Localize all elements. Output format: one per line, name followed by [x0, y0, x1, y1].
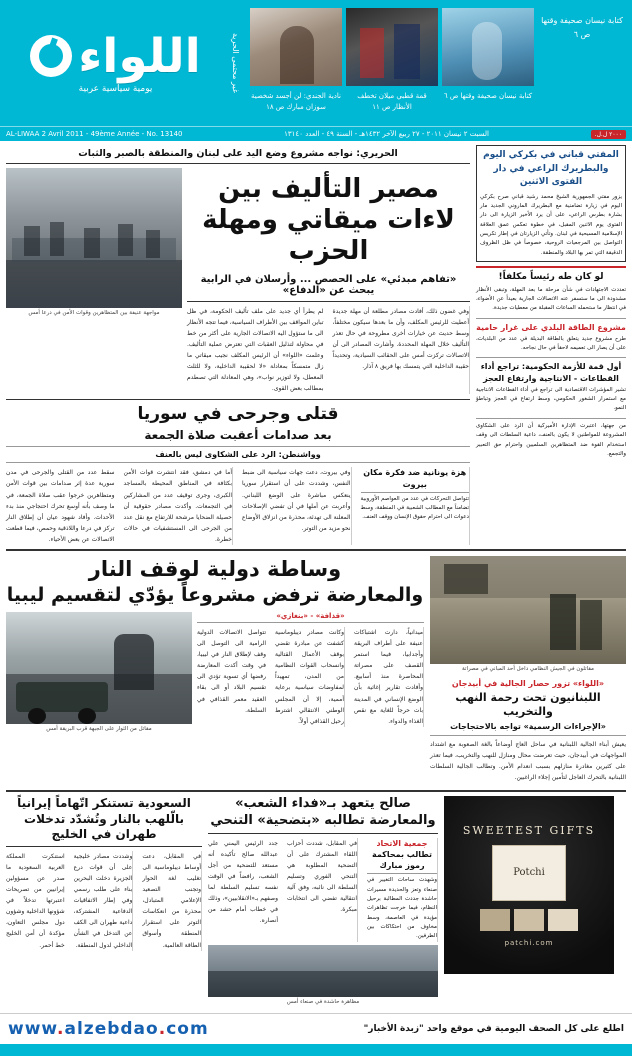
libya-columns — [197, 623, 424, 727]
libya-column-text: وكانت مصادر ديبلوماسية كشفت عن مبادرة تقضي بوقف الأعمال القتالية وانسحاب القوات النظامية من المدن، تمهيداً لمفاوضات سياسية برعاية أممية، إلا أن المجلس الوطني الانتقالي اشترط رحيل القذافي أولاً. — [271, 627, 345, 727]
saudi-column-text: وشددت مصادر خليجية على أن قوات درع الجزيرة دخلت البحرين بناء على طلب رسمي وفي إطار الاتفاقيات الدفاعية المشتركة، داعية طهران الى الكف عن التدخل في الشأن الداخلي لدول المنطقة. — [70, 851, 134, 951]
libya-kicker: «قذافة» - «بنغازي» — [197, 612, 424, 623]
sidebar-c-title: أول قمة للأزمة الحكومية: تراجع أداء القطاعات - الانتاجية وارتفاع العجز — [480, 362, 622, 383]
teaser-caption: نادية الجندي: لن أجسد شخصية سوزان مبارك ص ١٨ — [251, 92, 341, 111]
syria-headline: قتلى وجرحى في سوريا — [137, 404, 339, 425]
sidebar-b-body: طرح مشروع جديد يتعلق بالطاقة البديلة في عدد من البلديات، على أن يصار الى تعميمه لاحقاً في حال نجاحه. — [476, 335, 626, 352]
masthead-datebar — [0, 126, 632, 141]
lead-main — [6, 145, 470, 545]
teaser-photo — [250, 8, 342, 86]
libya-headline-2: والمعارضة ترفض مشروعاً يؤدّي لتقسيم ليبيا — [6, 584, 424, 607]
union-box-body: وشهدت ساحات التغيير في صنعاء وتعز والحديدة مسيرات حاشدة جددت المطالبة برحيل النظام، فيما خرجت تظاهرات مؤيدة في العاصمة، وسط مخاوف من احتكاكات بين الطرفين. — [367, 877, 437, 940]
lead-sidebar — [476, 145, 626, 545]
saudi-headline-2: بالّلهب بالنار وتُشدّد تدخلات طهران في الخليج — [6, 812, 202, 847]
footer-url-tld: com — [166, 1019, 209, 1040]
libya-photo-block — [6, 612, 192, 736]
saudi-block — [6, 796, 202, 1008]
syria-sidebar-a — [357, 467, 471, 545]
footer-url-www: www — [8, 1019, 58, 1040]
diaspora-kicker: «اللواء» تزور حصار الجالية في أبيدجان — [451, 678, 605, 688]
advert-brand: Potchi — [513, 867, 545, 879]
libya-main — [6, 556, 424, 783]
lead-photo — [6, 168, 182, 308]
teaser-photo — [442, 8, 534, 86]
sidebar-b — [476, 318, 626, 354]
lead-headline: مصير التأليف بين لاءات ميقاتي ومهلة الحزب — [202, 174, 455, 267]
lead-photo-block — [6, 168, 182, 394]
diaspora-headline: اللبنانيون تحت رحمة النهب والتخريب — [455, 690, 601, 719]
saudi-columns — [6, 847, 202, 951]
lead-section — [0, 141, 632, 545]
teaser-item[interactable] — [442, 8, 534, 104]
diaspora-body: يعيش أبناء الجالية اللبنانية في ساحل العاج أوضاعاً بالغة الصعوبة مع اشتداد المواجهات في أبيدجان، حيث تعرضت محال ومنازل للنهب والتخريب، فيما تعذر على كثيرين مغادرة منازلهم بسبب انعدام الأمن. وتطالب الجالية السلطات اللبنانية بالتحرك العاجل لتأمين إجلاء الراغبين. — [430, 740, 626, 781]
mufti-box — [476, 145, 626, 262]
sidebar-c — [476, 357, 626, 413]
mufti-title: المفتي قباني في بكركي اليوم والبطريرك الراعي في دار الفتوى الاثنين — [483, 150, 619, 187]
syria-sidebar-a-title: هزة يونانية ضد فكرة مكان بيروت — [361, 467, 470, 492]
yemen-column-text: جدد الرئيس اليمني علي عبدالله صالح تأكيده أنه مستعد للتضحية من أجل الشعب، رافضاً في الوقت نفسه تسليم السلطة لما وصفهم بـ«الانقلابيين»، وذلك في خطاب أمام حشد من أنصاره. — [208, 839, 278, 925]
advert-url: patchi.com — [504, 938, 554, 947]
note-box — [476, 266, 626, 314]
note-body: تعددت الاجتهادات في شأن مرحلة ما بعد المهلة، وتبقى الأنظار مشدودة الى ما ستسفر عنه الاتصالات الجارية بعيداً عن الأضواء، في انتظار ما ستحمله الساعات المقبلة من معطيات جديدة. — [476, 286, 626, 312]
libya-column-text: تتواصل الاتصالات الدولية الرامية الى التوصل الى وقف لإطلاق النار في ليبيا، في وقت أكدت المعارضة رفضها أي تسوية تؤدي الى تقسيم البلاد أو الى بقاء العقيد معمر القذافي في السلطة. — [197, 628, 266, 714]
lead-photo-caption: مواجهة عنيفة بين المتظاهرين وقوات الأمن في درعا أمس — [28, 310, 160, 316]
syria-section — [6, 399, 470, 545]
advert[interactable] — [444, 796, 614, 974]
libya-headline-1: وساطة دولية لوقف النار — [88, 557, 342, 581]
teaser-item[interactable] — [250, 8, 342, 114]
union-box-title-1: جمعية الاتحاد — [376, 838, 428, 848]
advert-block[interactable] — [444, 796, 614, 1008]
lead-column-text: لم يطرأ أي جديد على ملف تأليف الحكومة، في ظل تباين المواقف بين الأطراف السياسية، فيما تتجه الأنظار الى ما ستؤول اليه الاتصالات الجارية على أكثر من خط في محاولة لتذليل العقبات التي تعترض عملية التأليف. وعلمت «اللواء» أن الرئيس المكلف نجيب ميقاتي ما زال متمسكاً بمعادلة «لا لحقيبة الداخلية، ولا للثلث المعطل، ولا لتوزير نواب»، وهي المعادلة التي تصطدم بمطالب بعض القوى. — [187, 307, 324, 393]
libya-photo-right-caption: مقاتلون في الجيش النظامي داخل أحد المباني في مصراتة — [461, 666, 594, 672]
libya-text-block — [197, 612, 424, 736]
libya-section — [0, 551, 632, 788]
note-title: لو كان طه رئيساً مكلفاً! — [498, 271, 604, 282]
masthead-teasers — [244, 0, 632, 126]
teaser-caption: كتابة نيسان صحيفة وقتها ص ٦ — [443, 92, 533, 100]
footer-color-bar — [0, 1044, 632, 1056]
lead-headline-block — [187, 168, 470, 394]
syria-washington-line: وواشنطن: الرد على الشكاوى ليس بالعنف — [6, 446, 470, 463]
teaser-item[interactable] — [346, 8, 438, 114]
yemen-headline-1: صالح يتعهد بـ«فداء الشعب» — [235, 796, 411, 812]
syria-sidebar-a-body: تتواصل التحركات في عدد من العواصم الأوروبية تضامناً مع المطالب الشعبية في المنطقة، وسط دعوات الى احترام حقوق الإنسان ووقف العنف. — [360, 495, 469, 521]
sidebar-b-title: مشروع الطاقة البلدي على غرار حامية — [476, 322, 626, 332]
saudi-headline-1: السعودية تستنكر اتّهاماً إيرانياً — [17, 796, 191, 811]
teaser-photo — [346, 8, 438, 86]
yemen-photo — [208, 945, 438, 997]
footer — [0, 1013, 632, 1044]
libya-photo-right — [430, 556, 626, 664]
yemen-block — [208, 796, 438, 1008]
libya-photo-left — [6, 612, 192, 724]
saudi-column-text: في المقابل، دعت أوساط ديبلوماسية الى تغليب لغة الحوار وتجنب التصعيد الإعلامي المتبادل، محذرة من انعكاسات التوتر على استقرار المنطقة وأسواق الطاقة العالمية. — [138, 851, 202, 951]
teaser-caption: قمة قطبي ميلان تخطف الأنظار ص ١١ — [357, 92, 427, 111]
sidebar-c-body: تشير المؤشرات الاقتصادية الى تراجع في أداء القطاعات الانتاجية مع استمرار الشغور الحكومي، وسط ارتفاع في العجز وتباطؤ النمو. — [476, 386, 626, 412]
libya-column-text: ميدانياً، دارت اشتباكات عنيفة على أطراف البريقة وأجدابيا، فيما استمر القصف على مصراتة المحاصرة منذ أسابيع. وأفادت تقارير إغاثية بأن الوضع الإنساني في المدينة بات حرجاً للغاية مع نقص الغذاء والدواء. — [350, 627, 424, 727]
footer-url[interactable]: www.alzebdao.com — [8, 1019, 209, 1040]
lead-column-text: وفي غضون ذلك، أفادت مصادر مطلعة أن مهلة جديدة أعطيت للرئيس المكلف، وأن ما بعدها سيكون مختلفاً، وسط حديث عن خيارات أخرى مطروحة في حال تعذر التأليف خلال المهلة المحددة. وأشارت المصادر الى أن الاتصالات تركزت أمس على الحقائب السيادية، وتحديداً حقيبة الداخلية التي يتمسك بها فريق ٨ آذار. — [329, 306, 471, 395]
footer-tagline: اطلع على كل الصحف اليومية في موقع واحد "زبدة الأخبار" — [363, 1024, 624, 1035]
syria-column-text: أما في دمشق، فقد انتشرت قوات الأمن بكثافة في المناطق المحيطة بالمساجد الكبرى، وجرى توقيف عدد من المشاركين في التجمعات. وأكدت مصادر حقوقية أن حصيلة الضحايا مرشحة للارتفاع مع نقل عدد من الجرحى الى المستشفيات في حالات خطرة. — [120, 467, 234, 545]
syria-subhead: بعد صدامات أعقبت صلاة الجمعة — [144, 427, 332, 442]
diaspora-subhead: «الإجراءات الرسمية» تواجه بالاحتجاجات — [430, 721, 626, 735]
bottom-section — [0, 792, 632, 1013]
sidebar-d-body: من جهتها، اعتبرت الإدارة الأميركية أن الرد على الشكاوى المشروعة للمواطنين لا يكون بالعنف، داعية السلطات الى وقف استخدام القوة ضد المتظاهرين السلميين واحترام حق التعبير والتجمع. — [476, 422, 626, 457]
yemen-photo-caption: مظاهرة حاشدة في صنعاء أمس — [286, 998, 360, 1005]
advert-title: SWEETEST GIFTS — [462, 823, 596, 837]
masthead — [0, 0, 632, 126]
date-arabic: السبت ٢ نيسان ٢٠١١ - ٢٧ ربيع الآخر ١٤٣٢هـ - السنة ٤٩ - العدد ١٣١٤٠ — [284, 130, 490, 138]
yemen-column-text: في المقابل، شددت أحزاب اللقاء المشترك على أن التضحية المطلوبة هي التنحي الفوري وتسليم السلطة الى نائبه، وفق آلية انتقالية تفضي الى انتخابات مبكرة. — [283, 838, 358, 942]
syria-column-text: وفي بيروت، دعت جهات سياسية الى ضبط النفس، وشددت على أن استقرار سوريا ينعكس مباشرة على الوضع اللبناني. وأعربت عن أملها في أن تفضي الإصلاحات المعلنة الى تهدئة، محذرة من انزلاق الأوضاع نحو مزيد من التوتر. — [238, 467, 352, 545]
advert-product — [492, 845, 566, 901]
teaser-text: كتابة نيسان صحيفة وقتها ص ٦ — [541, 16, 623, 39]
yemen-headline-2: والمعارضة تطالبه «بتضحية» التنحي — [208, 813, 438, 834]
union-box-title-2: تطالب بمحاكمة رموز مبارك — [367, 849, 437, 874]
price-badge: ٢٠٠٠ ل.ل. — [591, 130, 626, 139]
mufti-body: يزور مفتي الجمهورية الشيخ محمد رشيد قباني صرح بكركي اليوم في زيارة تضامنية مع البطريرك الماروني الجديد مار بشارة بطرس الراعي، على أن يرد الأخير الزيارة الى دار الفتوى يوم الاثنين المقبل، في خطوة تعكس عمق العلاقة الإسلامية المسيحية في لبنان. وتأتي الزيارتان في إطار تكريس التواصل بين المرجعيات الروحية، خصوصاً في ظل الظروف الدقيقة التي تمر بها البلاد والمنطقة. — [480, 193, 622, 256]
paper-name: اللواء — [78, 28, 201, 84]
sidebar-d — [476, 418, 626, 459]
masthead-side-note: غير محتمى الحرية — [231, 32, 240, 93]
syria-columns — [6, 463, 470, 545]
saudi-column-text: استنكرت المملكة العربية السعودية ما صدر عن مسؤولين إيرانيين من تصريحات اعتبرتها تدخلاً في شؤونها الداخلية وشؤون دول مجلس التعاون، مؤكدة أن أمن الخليج خط أحمر. — [6, 852, 65, 949]
footer-url-main: alzebdao — [64, 1019, 159, 1040]
syria-column-text: سقط عدد من القتلى والجرحى في مدن سورية عدة إثر صدامات بين قوات الأمن ومتظاهرين خرجوا عقب صلاة الجمعة، في ما وصف بأنه أوسع تحرك احتجاجي منذ بدء الأحداث. وأفاد شهود عيان أن إطلاق النار تركز في درعا واللاذقية وحمص، فيما قطعت الاتصالات عن بعض الأحياء. — [6, 469, 115, 543]
lead-topline: الحريري: نواجه مشروع وضع اليد على لبنان والمنطقة بالصبر والثبات — [6, 145, 470, 164]
lead-subhead: «تفاهم مبدئي» على الحصص ... وأرسلان في الرابية يبحث عن «الدفاع» — [187, 272, 470, 302]
logo-zone — [0, 0, 231, 126]
yemen-sidebox — [363, 838, 438, 942]
paper-tagline: يومية سياسية عربية — [78, 83, 153, 94]
lead-columns — [187, 302, 470, 395]
logo-mark-icon — [30, 35, 72, 77]
libya-photo-left-caption: مقاتل من الثوار على الجبهة قرب البريقة أمس — [46, 725, 152, 732]
date-english: AL-LIWAA 2 Avril 2011 - 49ème Année - No. 13140 — [6, 130, 183, 138]
yemen-columns — [208, 834, 438, 942]
libya-side — [430, 556, 626, 783]
